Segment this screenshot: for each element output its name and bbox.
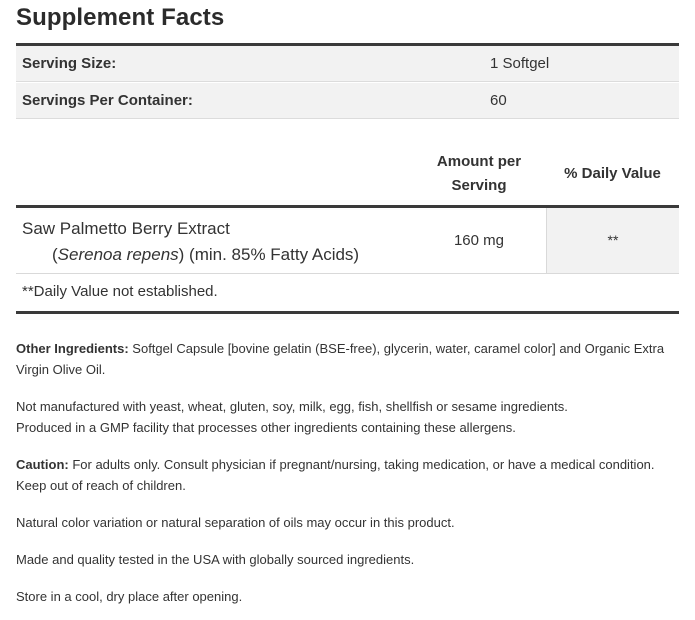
- servings-per-container-row: [16, 83, 679, 119]
- ingredient-row: [16, 208, 679, 274]
- serving-size-value: 1 Softgel: [490, 55, 550, 72]
- caution-statement: [16, 454, 686, 496]
- amount-header-line1: Amount per: [436, 153, 522, 170]
- serving-size-row: [16, 46, 679, 82]
- ingredient-sub-rest: ) (min. 85% Fatty Acids): [178, 245, 360, 264]
- allergen-statement: [16, 396, 686, 438]
- bottom-divider: [16, 311, 679, 314]
- made-in-usa-note: Made and quality tested in the USA with globally sourced ingredients.: [16, 552, 415, 567]
- other-ingredients-label: Other Ingredients:: [16, 341, 129, 356]
- other-ingredients-text: Softgel Capsule [bovine gelatin (BSE-free), glycerin, water, caramel color] and Organic Extra Virgin Olive Oil.: [16, 341, 665, 377]
- amount-per-serving-header: [418, 150, 540, 198]
- ingredient-amount: 160 mg: [453, 232, 505, 249]
- caution-label: Caution:: [16, 457, 69, 472]
- allergen-line-1: Not manufactured with yeast, wheat, gluten, soy, milk, egg, fish, shellfish or sesame ingredients.: [16, 399, 568, 414]
- page-title: Supplement Facts: [16, 4, 225, 31]
- ingredient-daily-value: **: [546, 208, 679, 273]
- allergen-line-2: Produced in a GMP facility that processes other ingredients containing these allergens.: [16, 420, 516, 435]
- ingredient-sub-open: (: [52, 245, 58, 264]
- caution-text: For adults only. Consult physician if pregnant/nursing, taking medication, or have a medical condition. Keep out of reach of children.: [16, 457, 655, 493]
- daily-value-header: % Daily Value: [564, 165, 661, 182]
- amount-header-line2: Serving: [451, 177, 507, 194]
- daily-value-footnote: **Daily Value not established.: [22, 283, 218, 300]
- ingredient-latin-name: Serenoa repens: [57, 245, 179, 264]
- storage-note: Store in a cool, dry place after opening.: [16, 589, 243, 604]
- servings-per-container-value: 60: [490, 92, 507, 109]
- ingredient-description: [52, 242, 359, 268]
- servings-per-container-label: Servings Per Container:: [22, 92, 193, 109]
- ingredient-name: Saw Palmetto Berry Extract: [22, 219, 230, 238]
- color-variation-note: Natural color variation or natural separation of oils may occur in this product.: [16, 515, 455, 530]
- serving-size-label: Serving Size:: [22, 55, 117, 72]
- other-ingredients: [16, 338, 686, 380]
